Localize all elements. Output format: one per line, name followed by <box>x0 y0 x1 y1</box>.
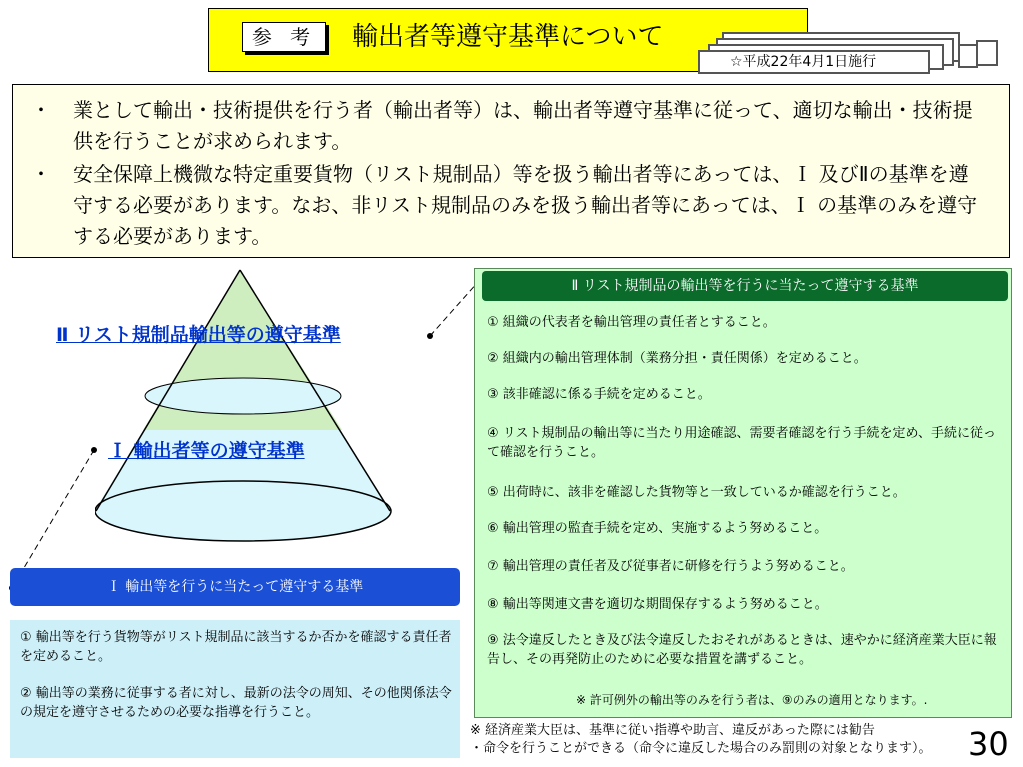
standard-item: ③ 該非確認に係る手続を定めること。 <box>487 387 711 402</box>
panel-list-controlled-standards <box>474 268 1012 718</box>
standard-item: ⑧ 輸出等関連文書を適切な期間保存するよう努めること。 <box>487 597 828 612</box>
standard-item: ⑨ 法令違反したとき及び法令違反したおそれがあるときは、速やかに経済産業大臣に報告し、その再発防止のために必要な措置を講ずること。 <box>487 633 997 667</box>
effective-date-tag: ☆平成22年4月1日施行 <box>698 50 930 74</box>
bullet-mark: ・ <box>31 98 51 122</box>
page-title: 輸出者等遵守基準について <box>352 22 664 52</box>
footer-note-line: ※ 経済産業大臣は、基準に従い指導や助言、違反があった際には勧告 <box>470 723 875 738</box>
standard-item: ⑤ 出荷時に、該非を確認した貨物等と一致しているか確認を行うこと。 <box>487 485 906 500</box>
footer-note-line: ・命令を行うことができる（命令に違反した場合のみ罰則の対象となります）。 <box>470 741 932 756</box>
reference-badge: 参 考 <box>242 22 326 52</box>
cone-label-list-controlled: Ⅱ リスト規制品輸出等の遵守基準 <box>56 324 341 346</box>
footer-note <box>470 722 990 758</box>
intro-bullet-text: 業として輸出・技術提供を行う者（輸出者等）は、輸出者等遵守基準に従って、適切な輸出・技術提供を行うことが求められます。 <box>73 98 973 153</box>
standard-item: ⑦ 輸出管理の責任者及び従事者に研修を行うよう努めること。 <box>487 559 854 574</box>
exemption-note: ※ 許可例外の輸出等のみを行う者は、⑨のみの適用となります。. <box>576 693 928 707</box>
standard-item: ② 輸出等の業務に従事する者に対し、最新の法令の周知、その他関係法令の規定を遵守させるための必要な指導を行うこと。 <box>20 686 452 720</box>
standard-item: ⑥ 輸出管理の監査手続を定め、実施するよう努めること。 <box>487 521 828 536</box>
panel-list-controlled-heading: Ⅱ リスト規制品の輸出等を行うに当たって遵守する基準 <box>482 271 1008 301</box>
standard-item: ② 組織内の輸出管理体制（業務分担・責任関係）を定めること。 <box>487 351 867 366</box>
panel-general-heading: Ｉ 輸出等を行うに当たって遵守する基準 <box>10 568 460 606</box>
cone-label-general: Ｉ 輸出者等の遵守基準 <box>108 440 305 462</box>
intro-bullet-text: 安全保障上機微な特定重要貨物（リスト規制品）等を扱う輸出者等にあっては、Ｉ 及びⅡの基準を遵守する必要があります。なお、非リスト規制品のみを扱う輸出者等にあっては、Ｉ の基準のみを遵守する必要があります。 <box>73 162 978 248</box>
standard-item: ④ リスト規制品の輸出等に当たり用途確認、需要者確認を行う手続を定め、手続に従って確認を行うこと。 <box>487 426 997 460</box>
standard-item: ① 組織の代表者を輸出管理の責任者とすること。 <box>487 315 776 330</box>
page-number: 30 <box>968 725 1009 763</box>
bullet-mark: ・ <box>31 162 51 186</box>
panel-general-standards <box>10 620 460 758</box>
standard-item: ① 輸出等を行う貨物等がリスト規制品に該当するか否かを確認する責任者を定めること。 <box>20 630 452 664</box>
